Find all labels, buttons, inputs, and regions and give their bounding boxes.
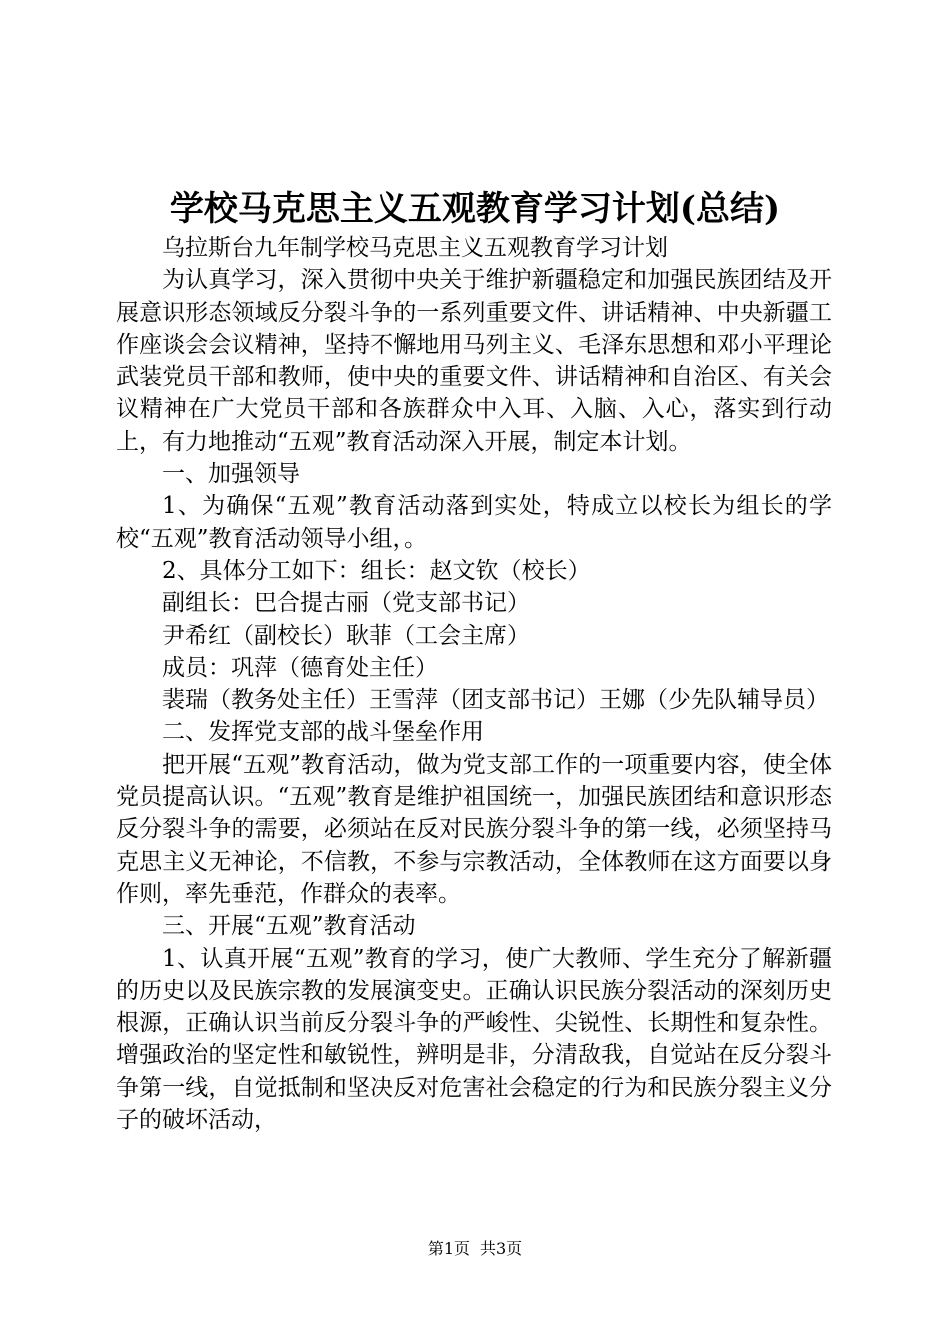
- paragraph-leadership-group: 1、为确保“五观”教育活动落到实处，特成立以校长为组长的学校“五观”教育活动领导小组，。: [116, 493, 832, 552]
- paragraph-party-branch: 把开展“五观”教育活动，做为党支部工作的一项重要内容，使全体党员提高认识。“五观”教育是维护祖国统一，加强民族团结和意识形态反分裂斗争的需要，必须站在反对民族分裂斗争的第一线，必须坚持马克思主义无神论，不信教，不参与宗教活动，全体教师在这方面要以身作则，率先垂范，作群众的表率。: [116, 751, 832, 907]
- document-title: 学校马克思主义五观教育学习计划(总结): [169, 189, 781, 229]
- paragraph-members-continued: 裴瑞（教务处主任）王雪萍（团支部书记）王娜（少先队辅导员）: [162, 687, 829, 714]
- paragraph-deputy-leader: 副组长：巴合提古丽（党支部书记）: [162, 590, 530, 617]
- paragraph-deputy-members: 尹希红（副校长）耿菲（工会主席）: [162, 622, 530, 649]
- paragraph-subtitle: 乌拉斯台九年制学校马克思主义五观教育学习计划: [162, 235, 668, 261]
- paragraph-division-leader: 2、具体分工如下：组长：赵文钦（校长）: [162, 557, 591, 584]
- paragraph-members: 成员：巩萍（德育处主任）: [162, 654, 438, 681]
- section-heading-1: 一、加强领导: [162, 461, 300, 488]
- section-heading-2: 二、发挥党支部的战斗堡垒作用: [162, 719, 484, 746]
- page-total: 共3页: [480, 1239, 523, 1258]
- section-heading-3: 三、开展“五观”教育活动: [162, 913, 416, 940]
- paragraph-intro: 为认真学习，深入贯彻中央关于维护新疆稳定和加强民族团结及开展意识形态领域反分裂斗争的一系列重要文件、讲话精神、中央新疆工作座谈会会议精神，坚持不懈地用马列主义、毛泽东思想和邓小平理论武装党员干部和教师，使中央的重要文件、讲话精神和自治区、有关会议精神在广大党员干部和各族群众中入耳、入脑、入心，落实到行动上，有力地推动“五观”教育活动深入开展，制定本计划。: [116, 267, 832, 455]
- paragraph-study-activities: 1、认真开展“五观”教育的学习，使广大教师、学生充分了解新疆的历史以及民族宗教的发展演变史。正确认识民族分裂活动的深刻历史根源，正确认识当前反分裂斗争的严峻性、尖锐性、长期性和复杂性。增强政治的坚定性和敏锐性，辨明是非，分清敌我，自觉站在反分裂斗争第一线，自觉抵制和坚决反对危害社会稳定的行为和民族分裂主义分子的破坏活动，: [116, 945, 832, 1134]
- page-footer: [0, 1238, 950, 1260]
- page-number: 第1页: [427, 1239, 470, 1258]
- document-body: [116, 232, 832, 1136]
